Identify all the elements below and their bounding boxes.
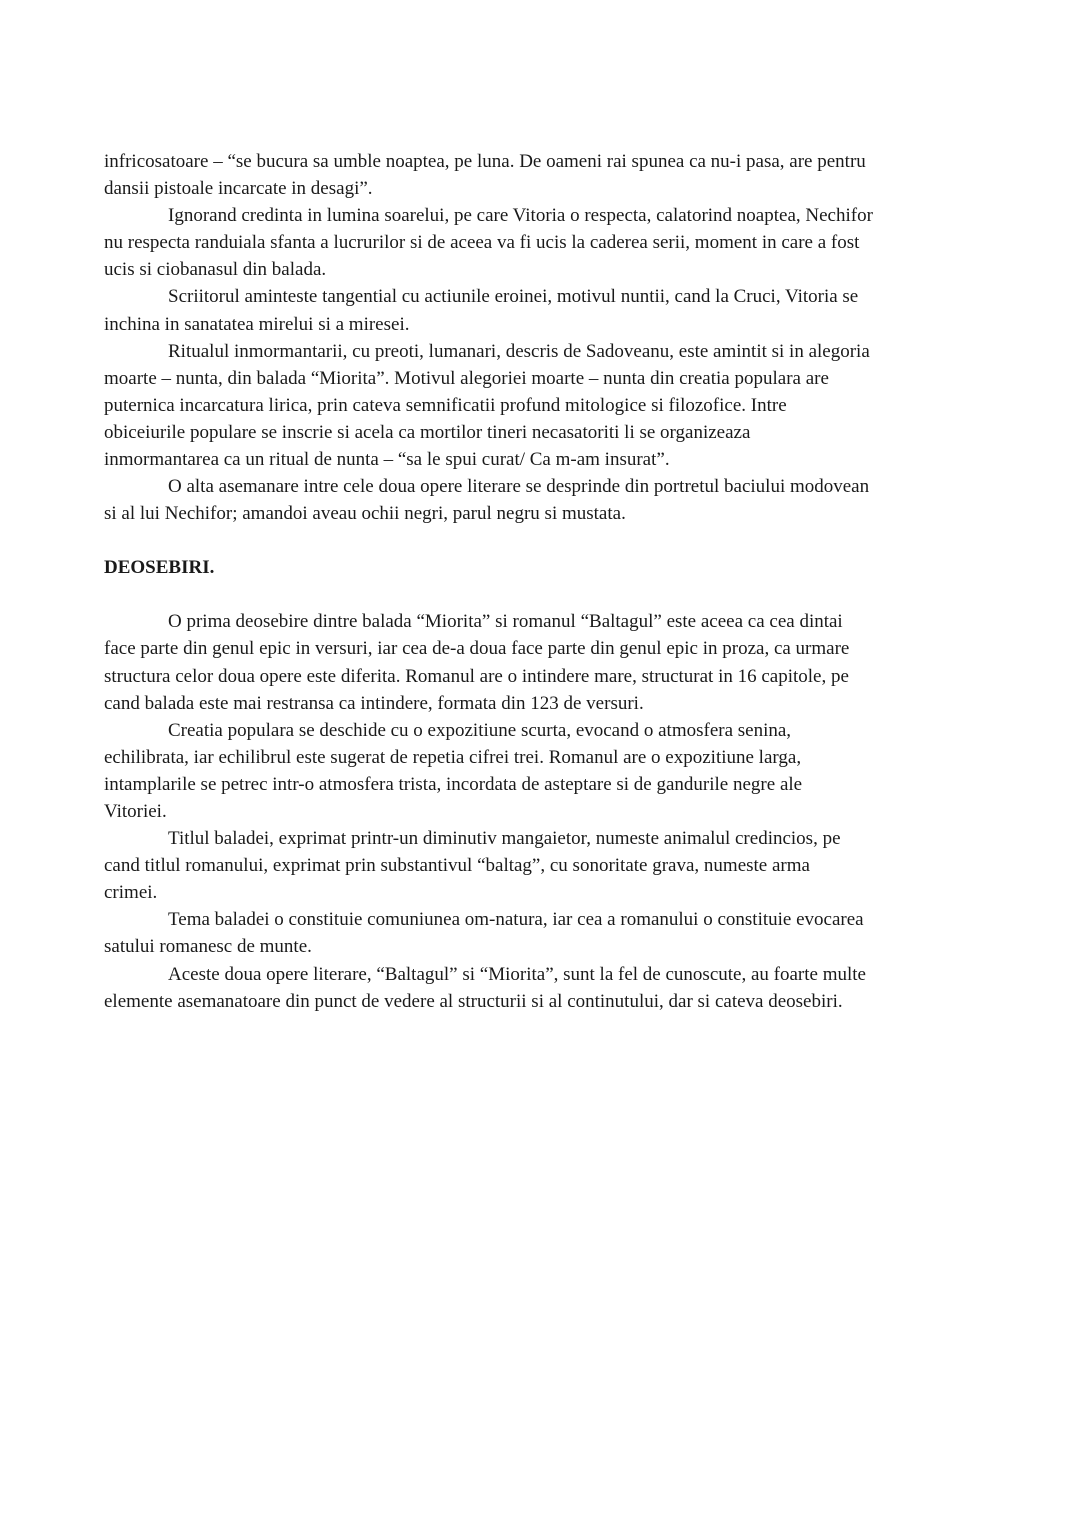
text-line: inmormantarea ca un ritual de nunta – “sa le spui curat/ Ca m-am insurat”. [104, 449, 670, 471]
paragraph [104, 608, 979, 716]
paragraph [104, 338, 979, 473]
text-line: intamplarile se petrec intr-o atmosfera trista, incordata de asteptare si de gandurile negre ale [104, 773, 803, 795]
text-line: structura celor doua opere este diferita. Romanul are o intindere mare, structurat in 16 capitole, pe [104, 665, 849, 687]
text-line: cand balada este mai restransa ca intindere, formata din 123 de versuri. [104, 692, 644, 714]
text-line: satului romanesc de munte. [104, 936, 312, 958]
paragraph [104, 717, 979, 825]
text-line: Creatia populara se deschide cu o expozitiune scurta, evocand o atmosfera senina, [168, 719, 792, 741]
text-line: Aceste doua opere literare, “Baltagul” si “Miorita”, sunt la fel de cunoscute, au foarte multe [168, 963, 866, 985]
text-line: O prima deosebire dintre balada “Miorita” si romanul “Baltagul” este aceea ca cea dintai [168, 611, 843, 633]
paragraph [104, 283, 979, 337]
paragraph [104, 906, 979, 960]
text-line: echilibrata, iar echilibrul este sugerat de repetia cifrei trei. Romanul are o expozitiune larga, [104, 746, 802, 768]
text-line: O alta asemanare intre cele doua opere literare se desprinde din portretul baciului modovean [168, 476, 870, 498]
paragraph [104, 148, 979, 202]
text-line: cand titlul romanului, exprimat prin substantivul “baltag”, cu sonoritate grava, numeste arma [104, 855, 810, 877]
section-similarities [104, 148, 979, 527]
section-differences [104, 608, 979, 1014]
text-line: Titlul baladei, exprimat printr-un diminutiv mangaietor, numeste animalul credincios, pe [168, 828, 841, 850]
text-line: ucis si ciobanasul din balada. [104, 259, 327, 281]
text-line: Tema baladei o constituie comuniunea om-natura, iar cea a romanului o constituie evocarea [168, 909, 864, 931]
text-line: Ritualul inmormantarii, cu preoti, lumanari, descris de Sadoveanu, este amintit si in alegoria [168, 340, 870, 362]
text-line: Vitoriei. [104, 800, 167, 822]
text-line: face parte din genul epic in versuri, iar cea de-a doua face parte din genul epic in proza, ca urmare [104, 638, 850, 660]
text-line: obiceiurile populare se inscrie si acela ca mortilor tineri necasatoriti li se organizeaza [104, 421, 751, 443]
text-line: Scriitorul aminteste tangential cu actiunile eroinei, motivul nuntii, cand la Cruci, Vitoria se [168, 286, 859, 308]
document-page [104, 148, 979, 1015]
text-line: moarte – nunta, din balada “Miorita”. Motivul alegoriei moarte – nunta din creatia populara are [104, 367, 829, 389]
text-line: Ignorand credinta in lumina soarelui, pe care Vitoria o respecta, calatorind noaptea, Nechifor [168, 205, 873, 227]
text-line: puternica incarcatura lirica, prin cateva semnificatii profund mitologice si filozofice. Intre [104, 394, 787, 416]
text-line: inchina in sanatatea mirelui si a miresei. [104, 313, 410, 335]
text-line: si al lui Nechifor; amandoi aveau ochii negri, parul negru si mustata. [104, 503, 626, 525]
text-line: elemente asemanatoare din punct de vedere al structurii si al continutului, dar si cateva deosebiri. [104, 990, 843, 1012]
section-heading-differences: DEOSEBIRI. [104, 557, 215, 579]
paragraph [104, 825, 979, 906]
paragraph [104, 961, 979, 1015]
text-line: dansii pistoale incarcate in desagi”. [104, 178, 373, 200]
text-line: crimei. [104, 882, 158, 904]
paragraph [104, 202, 979, 283]
text-line: nu respecta randuiala sfanta a lucrurilor si de aceea va fi ucis la caderea serii, moment in care a fost [104, 232, 860, 254]
paragraph [104, 473, 979, 527]
text-line: infricosatoare – “se bucura sa umble noaptea, pe luna. De oameni rai spunea ca nu-i pasa, are pentru [104, 151, 866, 172]
